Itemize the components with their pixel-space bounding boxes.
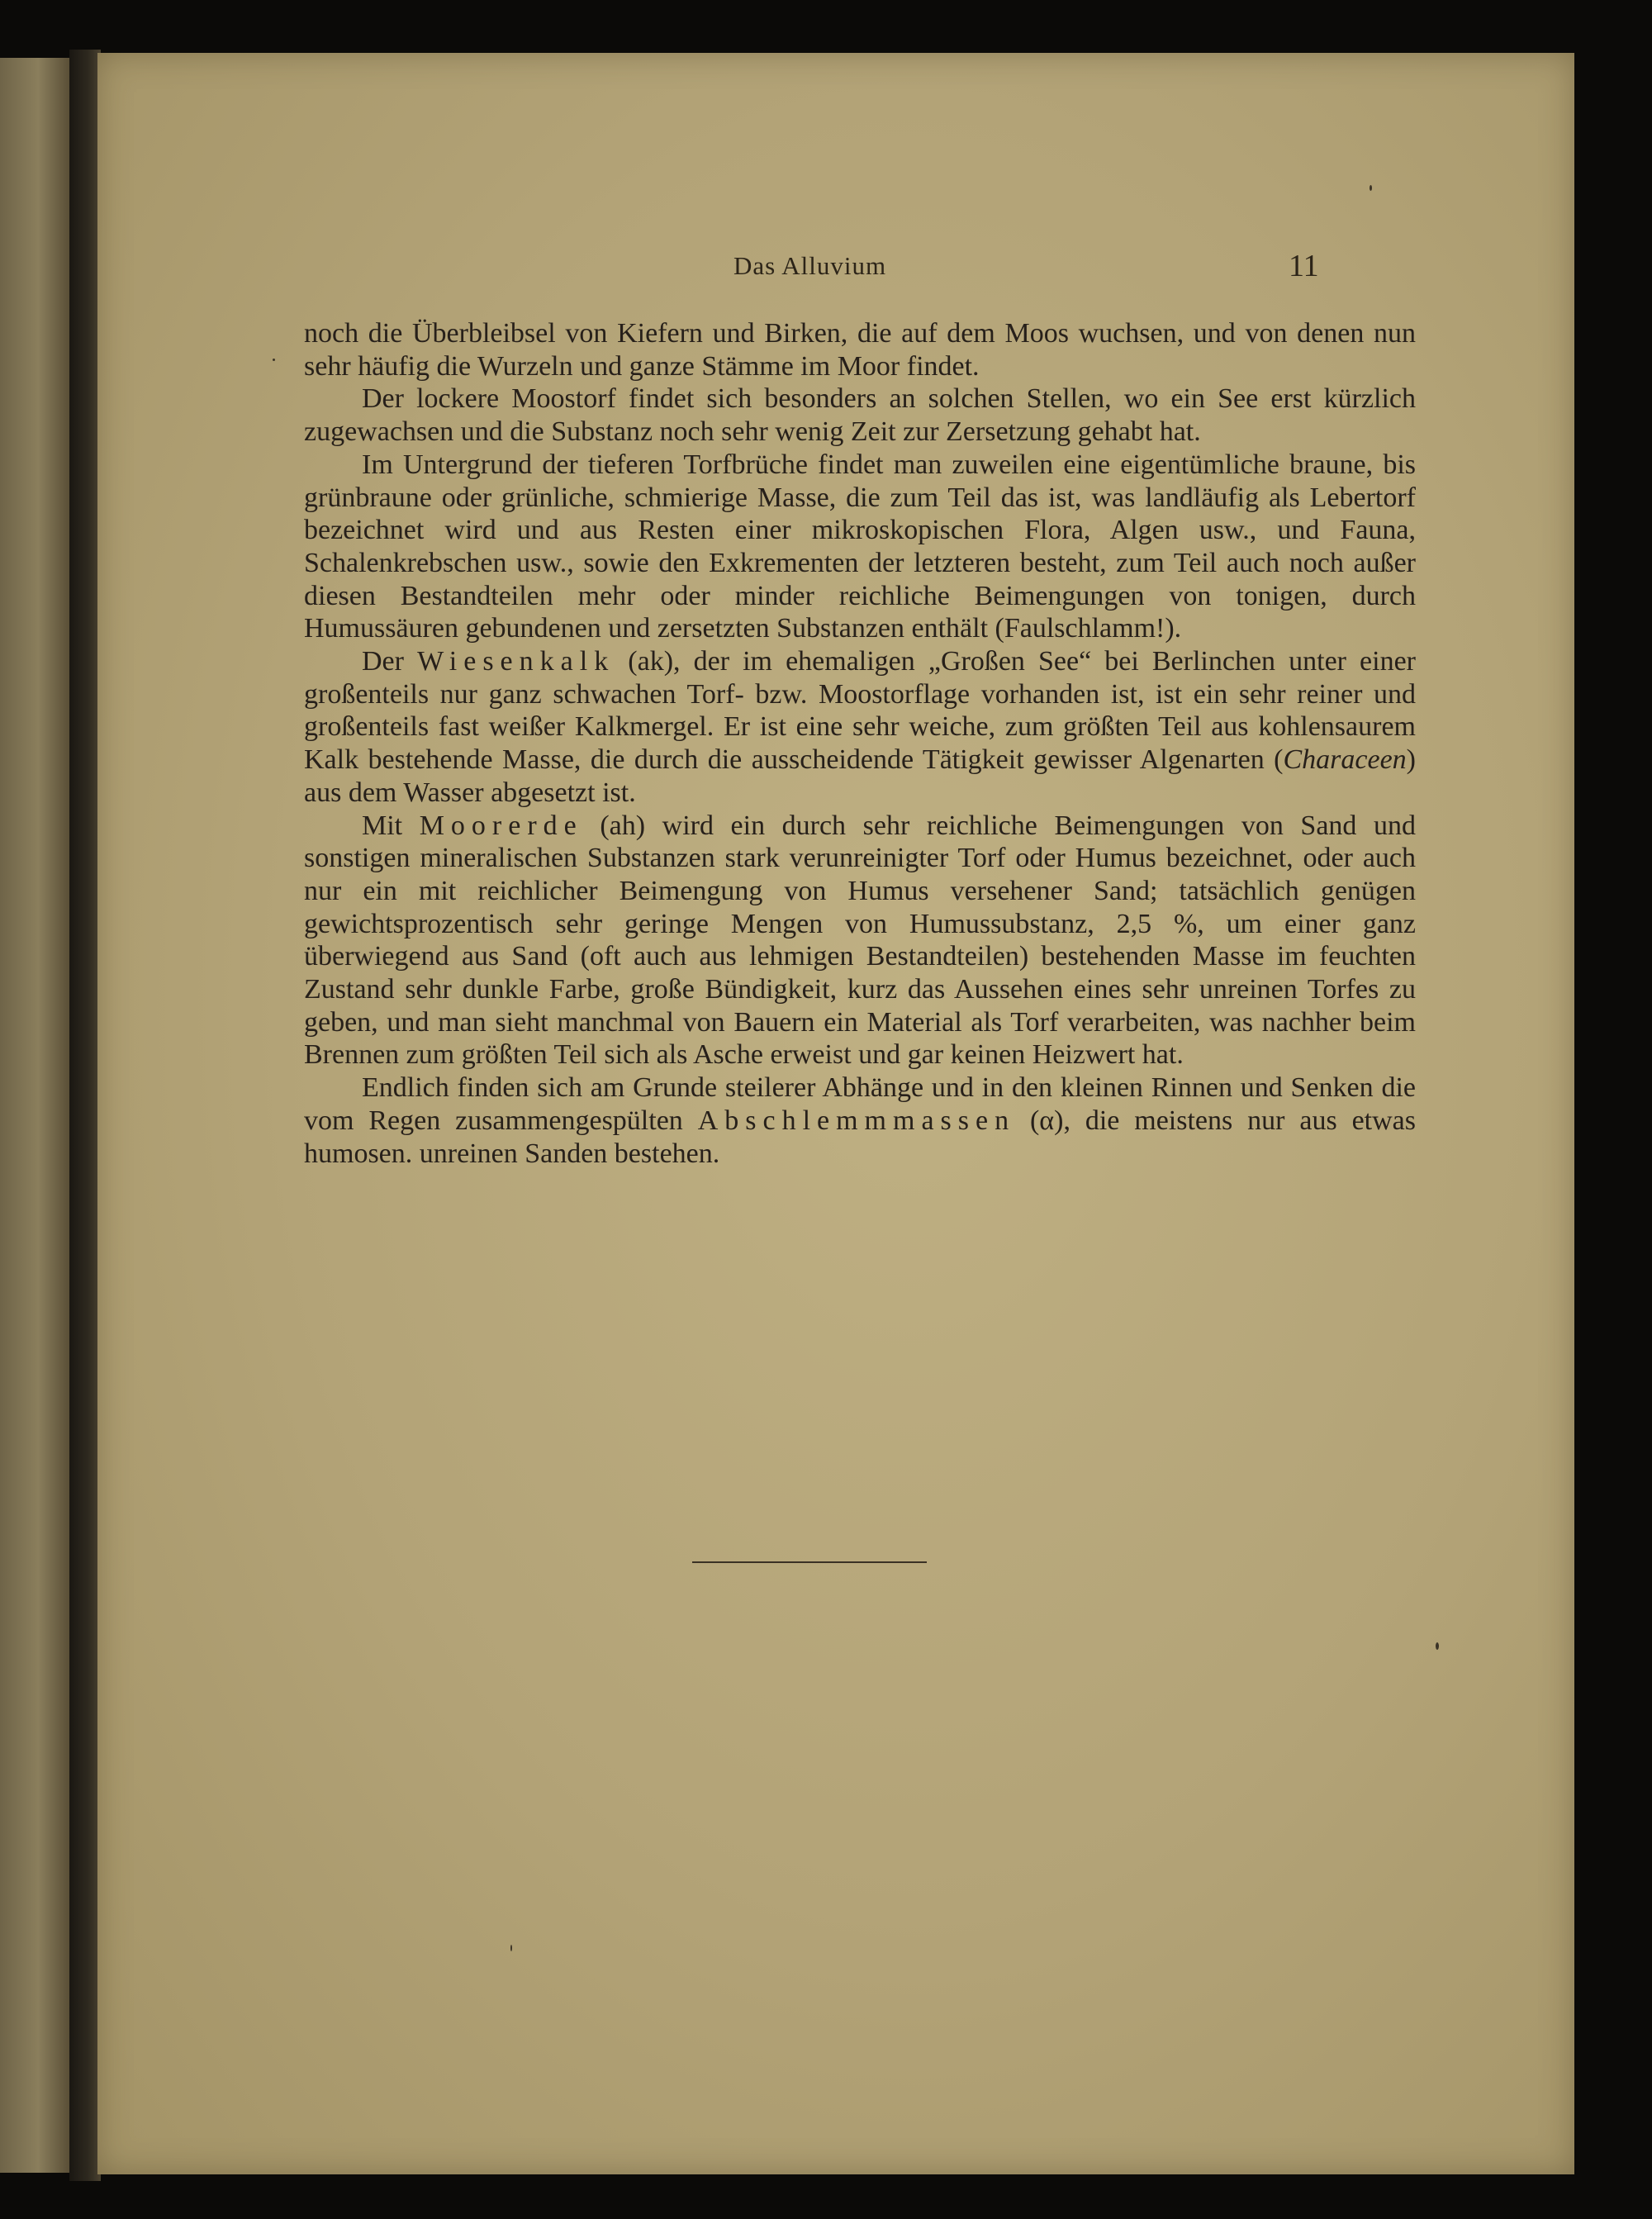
paragraph-1: [304, 317, 1416, 383]
paper-speck: [273, 359, 275, 361]
paragraph-text: noch die Überbleibsel von Kiefern und Birken, die auf dem Moos wuchsen, und von denen nun sehr häufig die Wurzeln und ganze Stämme im Moor findet.: [304, 318, 1416, 382]
paragraph-6: [304, 1071, 1416, 1170]
paragraph-4: [304, 645, 1416, 810]
paragraph-text: Im Untergrund der tieferen Torfbrüche findet man zuweilen eine eigentümliche braune, bis grünbraune oder grünliche, schmierige Masse, die zum Teil das ist, was landläufig als Lebertorf bezeichnet wird und aus Resten einer mikroskopischen Flora, Algen usw., und Fauna, Schalenkrebschen usw., sowie den Exkrementen der letzteren besteht, zum Teil auch noch außer diesen Bestandteilen mehr oder minder reichliche Beimengungen von tonigen, durch Humussäuren gebundenen und zersetzten Substanzen enthält (Faulschlamm!).: [304, 449, 1416, 644]
spaced-term-moorerde: Moorerde: [419, 810, 583, 841]
section-end-rule: [692, 1561, 927, 1563]
book-page: [97, 53, 1574, 2174]
paragraph-text: ) aus dem Wasser abgesetzt ist.: [304, 744, 1416, 808]
paper-speck: [1436, 1642, 1439, 1650]
paragraph-text: Der: [362, 646, 418, 677]
paragraph-2: [304, 383, 1416, 448]
spaced-term-abschlemmmassen: Abschlemmmassen: [697, 1105, 1016, 1136]
paragraph-text: (α), die meistens nur aus etwas humosen. unreinen Sanden bestehen.: [304, 1105, 1416, 1169]
paragraph-5: [304, 810, 1416, 1072]
italic-term-characeen: Characeen: [1283, 744, 1407, 776]
previous-page-edge: [0, 58, 69, 2173]
spaced-term-wiesenkalk: Wiesenkalk: [417, 646, 615, 677]
paragraph-3: [304, 449, 1416, 645]
paper-speck: [510, 1945, 512, 1951]
running-head-title: Das Alluvium: [733, 251, 887, 280]
body-text: [304, 317, 1416, 1170]
book-spine-shadow: [69, 50, 101, 2181]
paragraph-text: (ah) wird ein durch sehr reichliche Beimengungen von Sand und sonstigen mineralischen Substanzen stark verunreinigter Torf oder Humus bezeichnet, oder auch nur ein mit reichlicher Beimengung von Humus versehener Sand; tatsächlich genügen gewichtsprozentisch sehr geringe Mengen von Humussubstanz, 2,5 %, um einer ganz überwiegend aus Sand (oft auch aus lehmigen Bestandteilen) bestehenden Masse im feuchten Zustand sehr dunkle Farbe, große Bündigkeit, kurz das Aussehen eines sehr unreinen Torfes zu geben, und man sieht manchmal von Bauern ein Material als Torf verarbeiten, was nachher beim Brennen zum größten Teil sich als Asche erweist und gar keinen Heizwert hat.: [304, 810, 1416, 1071]
paragraph-text: (ak), der im ehemaligen „Großen See“ bei Berlinchen unter einer großenteils nur ganz schwachen Torf- bzw. Moostorflage vorhanden ist, ist ein sehr reiner und großenteils fast weißer Kalkmergel. Er ist eine sehr weiche, zum größten Teil aus kohlensaurem Kalk bestehende Masse, die durch die ausscheidende Tätigkeit gewisser Algenarten (: [304, 646, 1417, 776]
paper-speck: [1370, 185, 1372, 191]
paragraph-text: Endlich finden sich am Grunde steilerer Abhänge und in den kleinen Rinnen und Senken die vom Regen zusammengespülten: [304, 1072, 1416, 1136]
paragraph-text: Der lockere Moostorf findet sich besonders an solchen Stellen, wo ein See erst kürzlich zugewachsen und die Substanz noch sehr wenig Zeit zur Zersetzung gehabt hat.: [304, 383, 1416, 448]
page-number: 11: [1289, 249, 1319, 283]
paragraph-text: Mit: [362, 810, 420, 841]
